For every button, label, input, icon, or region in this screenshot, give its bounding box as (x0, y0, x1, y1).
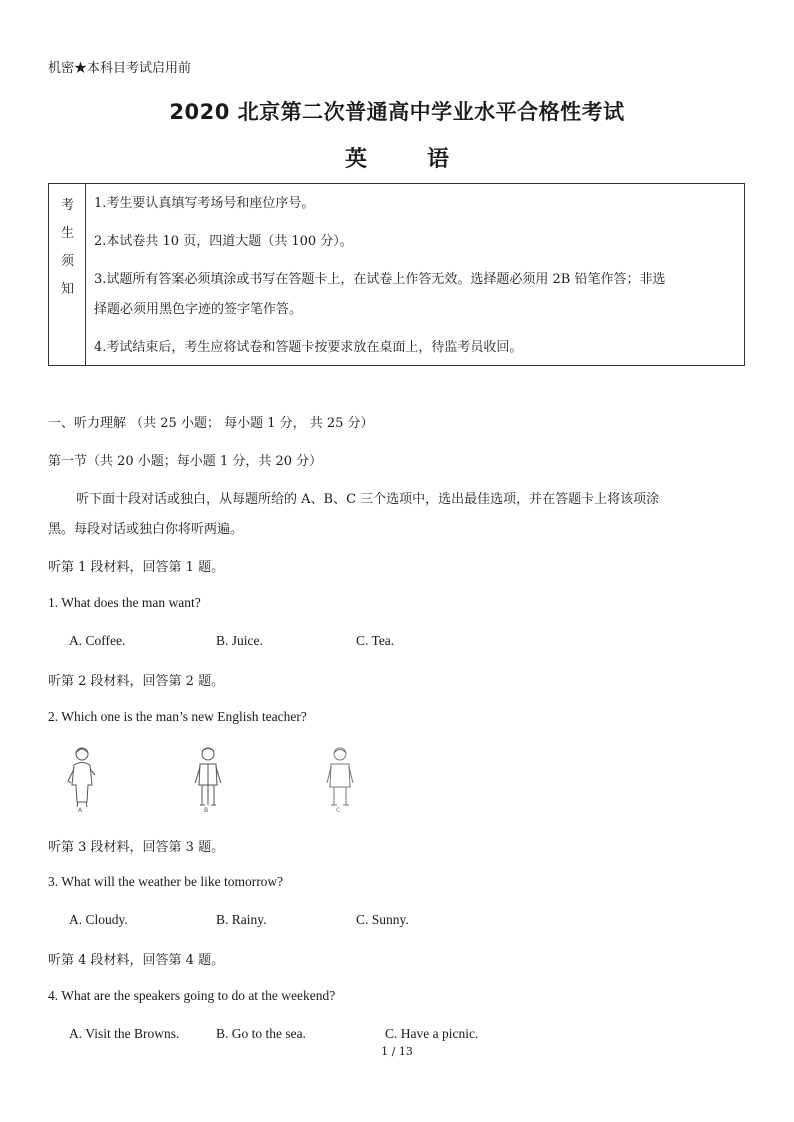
question-intro: 听第 2 段材料，回答第 2 题。 (48, 674, 225, 689)
candidate-notice-box (48, 183, 745, 366)
teacher-figure-b (188, 745, 228, 813)
option-c: C. Have a picnic. (385, 1026, 479, 1041)
instruction-line: 黑。每段对话或独白你将听两遍。 (48, 522, 244, 537)
figure-label: B (204, 807, 209, 813)
question-text: 3. What will the weather be like tomorrow? (48, 874, 284, 889)
notice-side-label (49, 184, 86, 365)
side-char: 生 (60, 226, 74, 241)
subject-title: 英语 (344, 147, 509, 172)
question-intro: 听第 3 段材料，回答第 3 题。 (48, 840, 225, 855)
notice-line: 2.本试卷共 10 页，四道大题（共 100 分）。 (94, 234, 353, 249)
part-title: 一、听力理解 （共 25 小题； 每小题 1 分， 共 25 分） (48, 416, 374, 431)
option-a: A. Cloudy. (69, 912, 128, 927)
question-intro: 听第 4 段材料，回答第 4 题。 (48, 953, 225, 968)
side-char: 考 (60, 198, 74, 213)
option-c: C. Sunny. (356, 912, 409, 927)
option-a: A. Coffee. (69, 633, 126, 648)
option-c: C. Tea. (356, 633, 395, 648)
teacher-figure-a (62, 745, 102, 813)
page-number: 1 / 13 (381, 1045, 413, 1058)
side-char: 须 (60, 254, 74, 269)
notice-line: 3.试题所有答案必须填涂或书写在答题卡上，在试卷上作答无效。选择题必须用 2B 铅笔作答；非选 (94, 272, 666, 287)
question-text: 2. Which one is the man’s new English teacher? (48, 709, 307, 724)
notice-line: 4.考试结束后，考生应将试卷和答题卡按要求放在桌面上，待监考员收回。 (94, 340, 523, 355)
confidential-label: 机密★本科目考试启用前 (48, 61, 192, 76)
option-b: B. Juice. (216, 633, 263, 648)
exam-title: 2020 北京第二次普通高中学业水平合格性考试 (169, 100, 625, 124)
figure-label: A (78, 807, 83, 813)
option-b: B. Go to the sea. (216, 1026, 306, 1041)
notice-line: 1.考生要认真填写考场号和座位序号。 (94, 196, 315, 211)
question-text: 1. What does the man want? (48, 595, 201, 610)
side-char: 知 (60, 282, 74, 297)
instruction-line: 听下面十段对话或独白，从每题所给的 A、B、C 三个选项中，选出最佳选项，并在答题卡上将该项涂 (76, 492, 660, 507)
figure-label: C (336, 807, 341, 813)
notice-line: 择题必须用黑色字迹的签字笔作答。 (94, 302, 303, 317)
question-text: 4. What are the speakers going to do at the weekend? (48, 988, 336, 1003)
teacher-figure-c (320, 745, 360, 813)
option-b: B. Rainy. (216, 912, 267, 927)
option-a: A. Visit the Browns. (69, 1026, 180, 1041)
subsection-title: 第一节（共 20 小题；每小题 1 分，共 20 分） (48, 454, 323, 469)
question-intro: 听第 1 段材料，回答第 1 题。 (48, 560, 225, 575)
